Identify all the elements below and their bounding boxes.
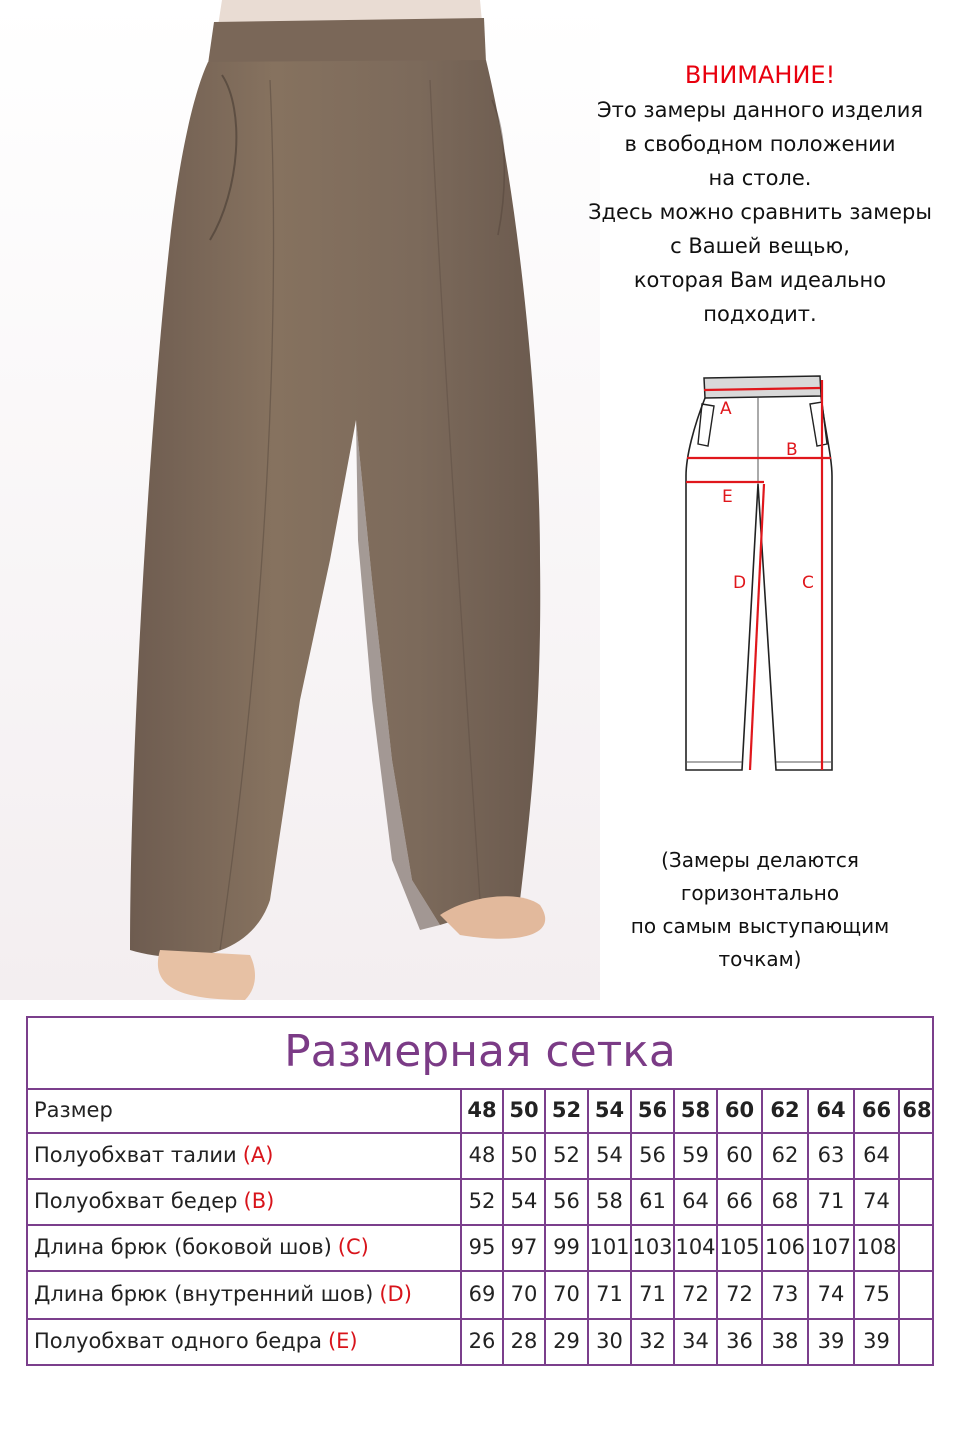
size-value-cell: 104 [675,1235,716,1259]
size-value-cell: 36 [726,1329,753,1353]
size-value-cell: 106 [764,1235,806,1259]
size-value-cell: 56 [553,1189,580,1213]
size-value-cell: 28 [510,1329,538,1353]
size-value-cell: 66 [726,1189,753,1213]
notice-line: подходит. [703,302,817,326]
line-d [750,484,764,770]
size-value-cell: 97 [510,1235,538,1259]
measurement-code: (C) [337,1235,369,1259]
size-value-cell: 95 [468,1235,496,1259]
size-header-cell: 62 [770,1098,800,1122]
size-value-cell [900,1178,934,1224]
measurement-label-text: Полуобхват одного бедра [34,1329,322,1353]
notice-title: ВНИМАНИЕ! [684,61,836,89]
size-value-cell: 64 [863,1143,890,1167]
size-value-cell: 34 [682,1329,709,1353]
size-header-cell: 52 [551,1098,582,1122]
size-value-cell [900,1270,934,1318]
measurement-diagram [672,366,842,780]
size-header-cell: 56 [637,1098,668,1122]
size-value-cell: 70 [553,1282,580,1306]
attention-notice [570,58,950,331]
size-header-cell: 50 [509,1098,539,1122]
size-chart-table [26,1016,934,1366]
size-value-cell: 29 [553,1329,580,1353]
size-value-cell: 99 [553,1235,580,1259]
size-header-cell: 48 [467,1098,497,1122]
hint-line: (Замеры делаются [661,848,859,872]
measurement-code: (B) [243,1189,275,1213]
size-value-cell: 58 [596,1189,623,1213]
size-value-cell: 75 [863,1282,890,1306]
measurement-label [30,1224,458,1270]
size-value-cell: 72 [682,1282,709,1306]
size-value-cell: 62 [771,1143,799,1167]
size-value-cell: 71 [639,1282,666,1306]
size-value-cell [900,1224,934,1270]
measurement-label-text: Полуобхват талии [34,1143,237,1167]
hint-line: точкам) [718,947,802,971]
size-value-cell: 69 [468,1282,496,1306]
label-b: B [786,440,798,460]
size-header-cell: 54 [594,1098,625,1122]
size-value-cell: 71 [596,1282,623,1306]
size-value-cell: 52 [468,1189,496,1213]
measurement-label-text: Полуобхват бедер [34,1189,238,1213]
measurement-label-text: Размер [34,1098,113,1122]
size-value-cell [900,1318,934,1364]
measurement-hint [590,844,930,976]
size-value-cell: 107 [810,1235,852,1259]
size-value-cell: 56 [639,1143,666,1167]
measurement-label [30,1178,458,1224]
notice-line: с Вашей вещью, [670,234,850,258]
notice-line: Здесь можно сравнить замеры [588,200,932,224]
size-value-cell: 74 [863,1189,890,1213]
size-value-cell: 103 [632,1235,673,1259]
size-header-cell: 58 [680,1098,711,1122]
size-value-cell: 72 [726,1282,753,1306]
measurement-code: (E) [327,1329,358,1353]
notice-line: Это замеры данного изделия [596,98,923,122]
notice-line: которая Вам идеально [633,268,887,292]
size-value-cell: 59 [682,1143,709,1167]
size-value-cell: 63 [817,1143,845,1167]
measurement-label-text: Длина брюк (боковой шов) [34,1235,332,1259]
size-value-cell: 32 [639,1329,666,1353]
size-value-cell: 71 [817,1189,845,1213]
size-value-cell: 74 [817,1282,845,1306]
size-header-cell: 64 [816,1098,846,1122]
product-photo [0,0,600,1000]
label-e: E [722,487,733,507]
size-value-cell: 60 [726,1143,753,1167]
size-value-cell: 54 [510,1189,538,1213]
size-value-cell: 73 [771,1282,799,1306]
size-value-cell: 101 [589,1235,630,1259]
hint-line: горизонтально [680,881,840,905]
measurement-code: (A) [242,1143,274,1167]
size-header-cell: 60 [724,1098,755,1122]
measurement-label-text: Длина брюк (внутренний шов) [34,1282,374,1306]
size-value-cell: 39 [863,1329,890,1353]
measurement-label [30,1132,458,1178]
size-value-cell: 38 [771,1329,799,1353]
measurement-code: (D) [379,1282,412,1306]
size-header-cell: 68 [902,1098,932,1122]
size-value-cell: 50 [510,1143,538,1167]
notice-line: в свободном положении [624,132,896,156]
size-value-cell: 30 [596,1329,623,1353]
size-value-cell: 70 [510,1282,538,1306]
size-value-cell: 26 [468,1329,496,1353]
label-a: A [720,399,732,419]
size-value-cell [900,1132,934,1178]
size-value-cell: 54 [596,1143,623,1167]
size-value-cell: 108 [856,1235,897,1259]
size-header-label [30,1088,458,1132]
size-value-cell: 105 [719,1235,760,1259]
label-c: C [802,573,814,593]
size-value-cell: 68 [771,1189,799,1213]
hint-line: по самым выступающим [630,914,890,938]
size-header-cell: 66 [861,1098,892,1122]
size-value-cell: 39 [817,1329,845,1353]
notice-line: на столе. [708,166,812,190]
size-chart-caption: Размерная сетка [284,1026,676,1077]
measurement-label [30,1318,458,1364]
size-value-cell: 48 [468,1143,496,1167]
size-value-cell: 61 [639,1189,666,1213]
size-value-cell: 64 [682,1189,709,1213]
measurement-label [30,1270,458,1318]
size-value-cell: 52 [553,1143,580,1167]
label-d: D [733,573,747,593]
